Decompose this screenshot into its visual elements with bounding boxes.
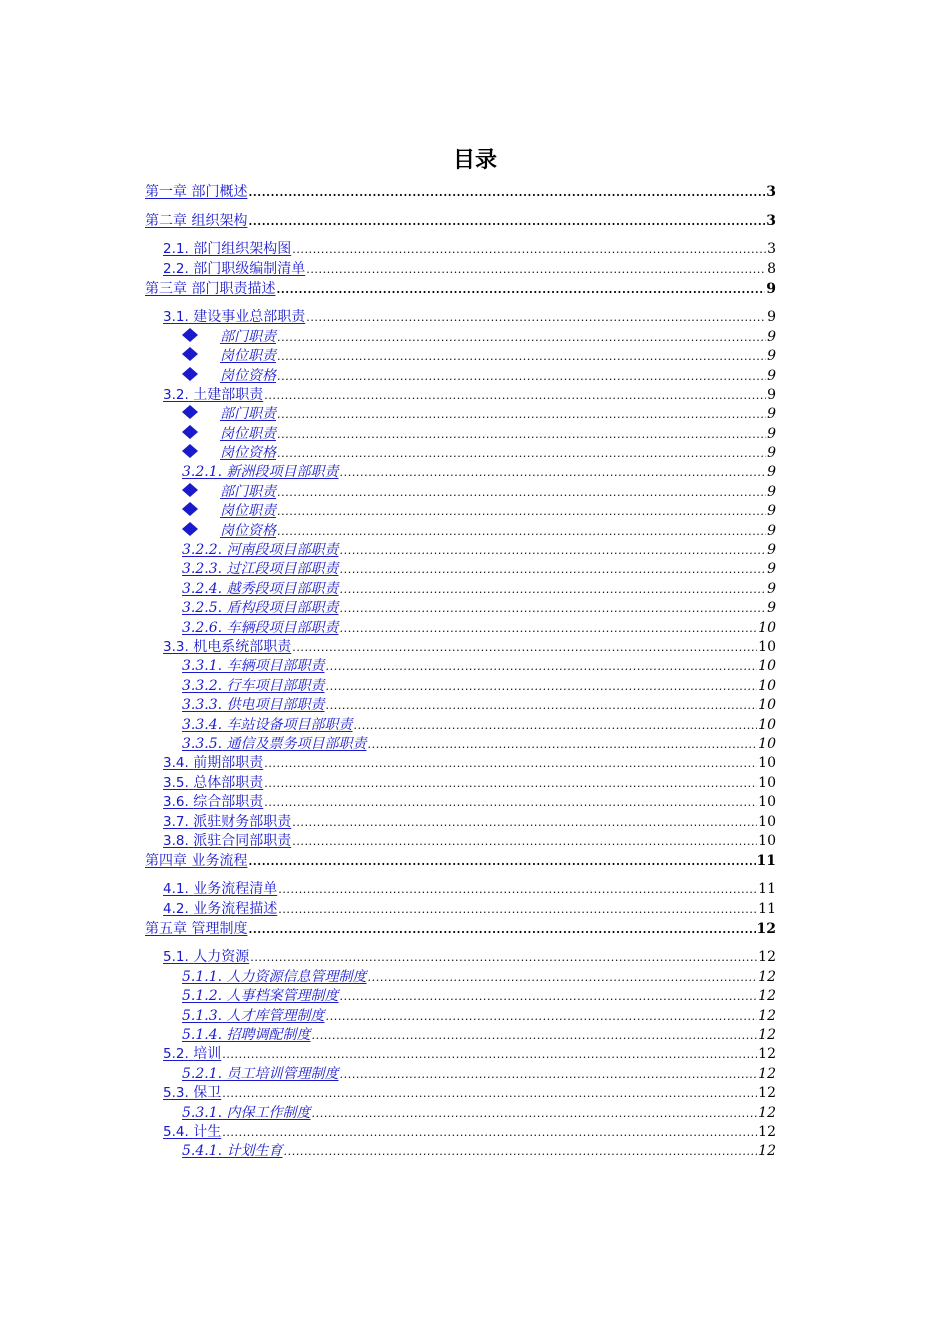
toc-entry-link[interactable] — [220, 483, 276, 502]
toc-entry-number: 5.1.2. — [182, 988, 223, 1005]
toc-entry-link[interactable] — [182, 1065, 339, 1084]
toc-entry-link[interactable] — [182, 1007, 325, 1026]
toc-dot-leader — [277, 483, 766, 502]
toc-entry-label: 第二章 组织架构 — [145, 213, 248, 230]
toc-entry[interactable] — [145, 813, 776, 832]
toc-entry[interactable] — [145, 599, 776, 618]
toc-page-number: 12 — [758, 1085, 776, 1102]
toc-entry-link[interactable] — [182, 560, 339, 579]
toc-dot-leader — [222, 1123, 757, 1142]
toc-entry-link[interactable] — [182, 735, 367, 754]
toc-page-number: 10 — [758, 677, 776, 694]
diamond-bullet-icon — [182, 405, 220, 424]
toc-page-number: 12 — [758, 1104, 776, 1121]
toc-dot-leader — [284, 1142, 758, 1161]
toc-dot-leader — [340, 619, 758, 638]
toc-entry-number: 4.1. — [163, 881, 189, 898]
toc-entry-label: 部门组织架构图 — [193, 241, 292, 258]
toc-entry-link[interactable] — [220, 367, 276, 386]
toc-entry-label: 招聘调配制度 — [226, 1027, 311, 1043]
toc-page-number: 12 — [758, 1046, 776, 1063]
toc-dot-leader — [277, 444, 766, 463]
toc-entry[interactable] — [145, 260, 776, 279]
toc-entry-label: 车辆段项目部职责 — [226, 619, 339, 636]
toc-entry[interactable] — [145, 279, 776, 308]
toc-entry-label: 行车项目部职责 — [226, 677, 325, 694]
toc-entry-link[interactable] — [182, 1026, 311, 1045]
toc-entry-label: 派驻财务部职责 — [193, 813, 292, 830]
toc-entry[interactable] — [145, 1123, 776, 1142]
toc-dot-leader — [250, 948, 757, 967]
toc-entry-label: 第一章 部门概述 — [145, 184, 248, 200]
toc-entry-number: 5.4. — [163, 1123, 189, 1140]
toc-entry-number: 5.1.3. — [182, 1007, 223, 1024]
toc-dot-leader — [306, 260, 766, 279]
toc-page-number: 10 — [758, 716, 776, 733]
toc-page-number: 12 — [758, 949, 776, 966]
toc-entry-link[interactable] — [220, 425, 276, 444]
toc-entry-label: 人力资源信息管理制度 — [226, 968, 367, 985]
toc-dot-leader — [248, 851, 755, 872]
toc-entry-number: 5.4.1. — [182, 1143, 223, 1160]
toc-entry-link[interactable] — [182, 696, 325, 715]
toc-page-number: 11 — [758, 881, 776, 898]
toc-entry-label: 保卫 — [193, 1085, 222, 1102]
toc-entry[interactable] — [145, 444, 776, 463]
toc-entry-label: 前期部职责 — [193, 755, 264, 772]
toc-dot-leader — [340, 987, 758, 1006]
toc-dot-leader — [278, 880, 757, 899]
toc-page-number: 10 — [758, 638, 776, 655]
toc-page-number: 12 — [756, 921, 776, 938]
toc-entry-label: 岗位资格 — [220, 367, 276, 384]
toc-entry-number: 3.4. — [163, 755, 189, 772]
toc-entry-label: 第四章 业务流程 — [145, 853, 248, 870]
toc-page-number: 9 — [767, 328, 776, 345]
toc-entry-label: 业务流程清单 — [193, 881, 278, 898]
toc-entry[interactable] — [145, 919, 776, 948]
toc-dot-leader — [277, 347, 766, 366]
toc-entry-link[interactable] — [182, 1104, 311, 1123]
toc-entry-number: 4.2. — [163, 900, 189, 917]
toc-entry-label: 岗位职责 — [220, 348, 276, 365]
toc-dot-leader — [277, 502, 766, 521]
toc-entry-label: 车站设备项目部职责 — [226, 716, 353, 733]
toc-entry-link[interactable] — [145, 182, 247, 203]
toc-entry-label: 计划生育 — [226, 1143, 283, 1160]
toc-page-number: 9 — [767, 561, 776, 578]
toc-page-number: 12 — [758, 1007, 776, 1024]
toc-entry[interactable] — [145, 619, 776, 638]
toc-entry[interactable] — [145, 328, 776, 347]
toc-entry-label: 部门职级编制清单 — [193, 260, 306, 277]
toc-entry[interactable] — [145, 716, 776, 735]
toc-entry[interactable] — [145, 1026, 776, 1045]
toc-entry-link[interactable] — [163, 832, 291, 851]
toc-dot-leader — [264, 386, 766, 405]
toc-entry-label: 供电项目部职责 — [226, 697, 325, 714]
toc-entry-label: 部门职责 — [220, 483, 276, 500]
toc-page-number: 10 — [758, 619, 776, 636]
toc-entry-label: 人才库管理制度 — [226, 1007, 325, 1024]
toc-entry[interactable] — [145, 1007, 776, 1026]
toc-entry[interactable] — [145, 638, 776, 657]
diamond-bullet-icon — [182, 367, 220, 386]
toc-entry-link[interactable] — [220, 405, 276, 424]
toc-entry-number: 5.2.1. — [182, 1065, 223, 1082]
toc-dot-leader — [277, 522, 766, 541]
toc-entry-link[interactable] — [163, 308, 305, 327]
toc-entry[interactable] — [145, 1104, 776, 1123]
toc-page-number: 9 — [767, 503, 776, 520]
toc-page-number: 12 — [758, 1123, 776, 1140]
toc-page-number: 8 — [767, 260, 776, 277]
toc-entry-number: 3.6. — [163, 794, 189, 811]
toc-dot-leader — [277, 405, 766, 424]
toc-dot-leader — [368, 968, 758, 987]
toc-entry-label: 部门职责 — [220, 328, 276, 345]
toc-entry-link[interactable] — [145, 919, 247, 940]
toc-entry-link[interactable] — [182, 599, 339, 618]
toc-page-number: 11 — [758, 900, 776, 917]
toc-entry[interactable] — [145, 308, 776, 327]
toc-dot-leader — [248, 919, 755, 940]
toc-entry-link[interactable] — [163, 386, 263, 405]
diamond-bullet-icon — [182, 425, 220, 444]
toc-entry[interactable] — [145, 1142, 776, 1161]
toc-dot-leader — [277, 328, 766, 347]
toc-entry-link[interactable] — [182, 716, 353, 735]
toc-entry-number: 3.3. — [163, 638, 189, 655]
toc-entry-number: 3.8. — [163, 832, 189, 849]
toc-entry-number: 3.2.6. — [182, 619, 223, 636]
toc-entry-link[interactable] — [220, 522, 276, 541]
toc-entry[interactable] — [145, 793, 776, 812]
toc-entry-label: 土建部职责 — [193, 386, 264, 403]
toc-page-number: 9 — [767, 483, 776, 500]
toc-page-number: 9 — [767, 406, 776, 423]
toc-entry[interactable] — [145, 900, 776, 919]
toc-page-number: 12 — [758, 988, 776, 1005]
toc-entry-label: 过江段项目部职责 — [226, 561, 339, 578]
toc-entry[interactable] — [145, 405, 776, 424]
toc-entry-label: 第五章 管理制度 — [145, 921, 248, 938]
toc-entry-link[interactable] — [182, 463, 339, 482]
toc-entry-label: 建设事业总部职责 — [193, 309, 306, 326]
page-title: 目录 — [452, 148, 497, 173]
toc-entry[interactable] — [145, 735, 776, 754]
toc-page-number: 9 — [767, 542, 776, 559]
toc-entry[interactable] — [145, 502, 776, 521]
toc-entry-number: 2.2. — [163, 260, 189, 277]
toc-entry-label: 新洲段项目部职责 — [226, 464, 339, 481]
toc-dot-leader — [340, 463, 767, 482]
toc-entry-link[interactable] — [163, 880, 277, 899]
toc-entry-label: 内保工作制度 — [226, 1104, 311, 1121]
toc-page-number: 9 — [767, 309, 776, 326]
toc-entry-label: 人力资源 — [193, 949, 250, 966]
toc-entry-link[interactable] — [163, 240, 291, 259]
toc-entry-number: 3.3.2. — [182, 677, 223, 694]
toc-entry[interactable] — [145, 425, 776, 444]
toc-entry[interactable] — [145, 696, 776, 715]
toc-entry[interactable] — [145, 1045, 776, 1064]
toc-entry[interactable] — [145, 580, 776, 599]
toc-entry-number: 3.2. — [163, 386, 189, 403]
toc-entry-link[interactable] — [182, 677, 325, 696]
toc-entry[interactable] — [145, 851, 776, 880]
toc-page-number: 10 — [758, 735, 776, 752]
toc-entry-link[interactable] — [163, 1084, 221, 1103]
toc-entry-label: 人事档案管理制度 — [226, 988, 339, 1005]
toc-entry-link[interactable] — [163, 948, 249, 967]
toc-dot-leader — [264, 793, 757, 812]
toc-entry[interactable] — [145, 386, 776, 405]
diamond-bullet-icon — [182, 483, 220, 502]
toc-page-number: 10 — [758, 832, 776, 849]
toc-entry-link[interactable] — [163, 774, 263, 793]
toc-dot-leader — [248, 182, 765, 203]
toc-entry-link[interactable] — [163, 638, 291, 657]
toc-entry-link[interactable] — [163, 793, 263, 812]
toc-entry[interactable] — [145, 541, 776, 560]
toc-page-number: 12 — [758, 968, 776, 985]
toc-page-number: 12 — [758, 1027, 776, 1043]
toc-page-number: 9 — [767, 600, 776, 617]
toc-entry-number: 3.2.2. — [182, 542, 223, 559]
toc-dot-leader — [340, 599, 767, 618]
toc-page-number: 10 — [758, 794, 776, 811]
toc-dot-leader — [222, 1084, 757, 1103]
toc-entry-link[interactable] — [182, 987, 339, 1006]
toc-page-number: 10 — [758, 813, 776, 830]
toc-entry-number: 3.3.5. — [182, 735, 223, 752]
toc-page-number: 12 — [758, 1143, 776, 1160]
toc-entry[interactable] — [145, 347, 776, 366]
toc-entry[interactable] — [145, 880, 776, 899]
toc-entry-label: 岗位职责 — [220, 425, 276, 442]
toc-entry-label: 越秀段项目部职责 — [226, 580, 339, 597]
toc-entry-number: 3.3.1. — [182, 658, 223, 675]
toc-entry-number: 3.3.3. — [182, 697, 223, 714]
diamond-bullet-icon — [182, 444, 220, 463]
toc-dot-leader — [278, 900, 757, 919]
toc-entry[interactable] — [145, 987, 776, 1006]
toc-entry-number: 3.1. — [163, 309, 189, 326]
toc-entry-number: 3.2.3. — [182, 561, 223, 578]
toc-entry-number: 3.2.1. — [182, 464, 223, 481]
toc-entry-label: 机电系统部职责 — [193, 638, 292, 655]
toc-entry[interactable] — [145, 522, 776, 541]
toc-entry-link[interactable] — [163, 900, 277, 919]
toc-entry-label: 计生 — [193, 1123, 222, 1140]
toc-entry-number: 2.1. — [163, 241, 189, 258]
toc-entry-link[interactable] — [145, 851, 247, 872]
toc-entry[interactable] — [145, 240, 776, 259]
toc-entry-link[interactable] — [145, 279, 275, 300]
toc-entry[interactable] — [145, 948, 776, 967]
toc-entry-number: 3.2.4. — [182, 580, 223, 597]
diamond-bullet-icon — [182, 347, 220, 366]
toc-dot-leader — [368, 735, 758, 754]
toc-dot-leader — [248, 211, 765, 232]
toc-entry-label: 岗位资格 — [220, 522, 276, 539]
toc-entry-label: 业务流程描述 — [193, 900, 278, 917]
toc-entry-link[interactable] — [182, 1142, 283, 1161]
toc-entry-link[interactable] — [182, 541, 339, 560]
toc-dot-leader — [276, 279, 765, 300]
toc-entry-link[interactable] — [220, 347, 276, 366]
toc-entry-link[interactable] — [182, 619, 339, 638]
toc-entry-label: 部门职责 — [220, 406, 276, 423]
toc-dot-leader — [292, 638, 757, 657]
toc-dot-leader — [277, 367, 766, 386]
toc-entry-link[interactable] — [182, 968, 367, 987]
toc-page-number: 10 — [758, 755, 776, 772]
toc-dot-leader — [340, 541, 767, 560]
toc-page-number: 10 — [758, 658, 776, 675]
toc-page-number: 9 — [767, 445, 776, 462]
toc-page-number: 10 — [758, 697, 776, 714]
toc-entry-label: 第三章 部门职责描述 — [145, 281, 276, 298]
toc-entry-number: 3.5. — [163, 774, 189, 791]
toc-entry[interactable] — [145, 367, 776, 386]
toc-dot-leader — [222, 1045, 757, 1064]
toc-page-number: 3 — [766, 184, 776, 200]
toc-entry[interactable] — [145, 1065, 776, 1084]
toc-entry-link[interactable] — [163, 260, 305, 279]
diamond-bullet-icon — [182, 328, 220, 347]
toc-entry-label: 派驻合同部职责 — [193, 832, 292, 849]
toc-entry-number: 3.7. — [163, 813, 189, 830]
toc-entry-link[interactable] — [145, 211, 247, 232]
toc-entry-link[interactable] — [163, 1045, 221, 1064]
toc-page-number: 3 — [767, 241, 776, 258]
toc-entry-label: 车辆项目部职责 — [226, 658, 325, 675]
toc-page-number: 11 — [756, 853, 776, 870]
toc-dot-leader — [264, 754, 757, 773]
toc-entry[interactable] — [145, 968, 776, 987]
toc-dot-leader — [264, 774, 757, 793]
diamond-bullet-icon — [182, 502, 220, 521]
toc-entry-number: 5.3. — [163, 1085, 189, 1102]
toc-dot-leader — [292, 832, 757, 851]
toc-page-number: 9 — [767, 522, 776, 539]
toc-page-number: 3 — [766, 213, 776, 230]
toc-entry[interactable] — [145, 182, 776, 211]
toc-page-number: 9 — [767, 348, 776, 365]
toc-entry-number: 3.2.5. — [182, 600, 223, 617]
toc-entry[interactable] — [145, 211, 776, 240]
toc-entry-label: 培训 — [193, 1046, 222, 1063]
toc-dot-leader — [326, 1007, 758, 1026]
toc-dot-leader — [306, 308, 766, 327]
toc-entry-label: 河南段项目部职责 — [226, 542, 339, 559]
toc-entry-link[interactable] — [163, 1123, 221, 1142]
table-of-contents — [145, 182, 776, 1162]
toc-page-number: 12 — [758, 1065, 776, 1082]
toc-entry-number: 5.2. — [163, 1046, 189, 1063]
toc-entry-link[interactable] — [220, 444, 276, 463]
toc-dot-leader — [312, 1104, 758, 1123]
toc-entry[interactable] — [145, 832, 776, 851]
toc-entry-number: 5.1. — [163, 949, 189, 966]
toc-entry-number: 3.3.4. — [182, 716, 223, 733]
toc-entry-number: 5.1.1. — [182, 968, 223, 985]
toc-dot-leader — [292, 813, 757, 832]
toc-page-number: 9 — [766, 281, 776, 298]
toc-page-number: 9 — [767, 425, 776, 442]
toc-entry-link[interactable] — [163, 813, 291, 832]
toc-dot-leader — [326, 696, 758, 715]
toc-entry[interactable] — [145, 657, 776, 676]
toc-page-number: 9 — [767, 464, 776, 481]
toc-dot-leader — [326, 677, 758, 696]
toc-dot-leader — [340, 560, 767, 579]
toc-entry-label: 岗位职责 — [220, 503, 276, 520]
toc-page-number: 10 — [758, 774, 776, 791]
toc-entry-label: 综合部职责 — [193, 794, 264, 811]
toc-dot-leader — [326, 657, 758, 676]
diamond-bullet-icon — [182, 522, 220, 541]
toc-entry-label: 通信及票务项目部职责 — [226, 735, 367, 752]
toc-dot-leader — [340, 580, 767, 599]
toc-dot-leader — [292, 240, 766, 259]
toc-entry[interactable] — [145, 774, 776, 793]
toc-entry-link[interactable] — [182, 580, 339, 599]
toc-entry-number: 5.3.1. — [182, 1104, 223, 1121]
toc-dot-leader — [354, 716, 758, 735]
toc-dot-leader — [340, 1065, 758, 1084]
toc-dot-leader — [277, 425, 766, 444]
toc-entry-link[interactable] — [163, 754, 263, 773]
toc-entry-label: 总体部职责 — [193, 774, 264, 791]
toc-page-number: 9 — [767, 580, 776, 597]
toc-page-number: 9 — [767, 386, 776, 403]
toc-entry-label: 员工培训管理制度 — [226, 1065, 339, 1082]
toc-page-number: 9 — [767, 367, 776, 384]
toc-entry-label: 盾构段项目部职责 — [226, 600, 339, 617]
toc-entry[interactable] — [145, 677, 776, 696]
toc-entry[interactable] — [145, 463, 776, 482]
toc-entry[interactable] — [145, 483, 776, 502]
toc-entry[interactable] — [145, 560, 776, 579]
toc-entry-link[interactable] — [220, 328, 276, 347]
toc-entry-link[interactable] — [182, 657, 325, 676]
toc-entry[interactable] — [145, 1084, 776, 1103]
toc-entry[interactable] — [145, 754, 776, 773]
toc-entry-number: 5.1.4. — [182, 1027, 223, 1043]
toc-entry-link[interactable] — [220, 502, 276, 521]
toc-entry-label: 岗位资格 — [220, 445, 276, 462]
toc-dot-leader — [312, 1026, 758, 1045]
